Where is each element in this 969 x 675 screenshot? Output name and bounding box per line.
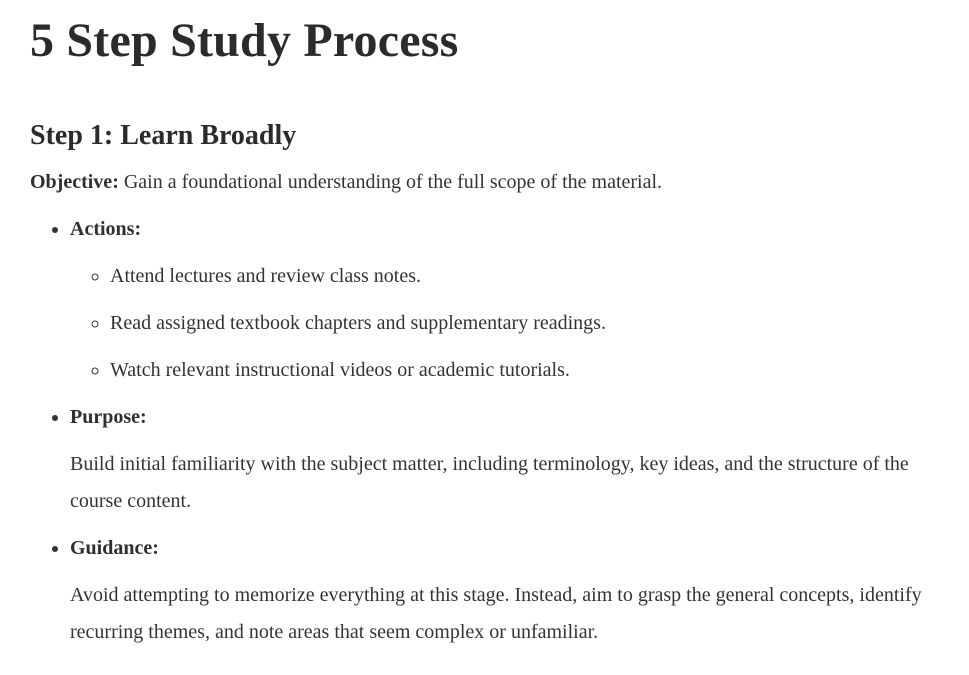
purpose-body: Build initial familiarity with the subject matter, including terminology, key ideas, and the structure of the course content. xyxy=(70,453,909,512)
section-heading: Step 1: Learn Broadly xyxy=(30,120,297,151)
list-item-guidance xyxy=(70,530,939,651)
objective-label: Objective: xyxy=(30,171,119,193)
actions-sub-item: ◦ Read assigned textbook chapters and supplementary readings. xyxy=(110,305,939,342)
objective-paragraph xyxy=(30,164,939,201)
guidance-body: Avoid attempting to memorize everything at this stage. Instead, aim to grasp the general concepts, identify recurring themes, and note areas that seem complex or unfamiliar. xyxy=(70,584,922,643)
study-step-bullet-list xyxy=(30,211,939,651)
actions-sub-list xyxy=(70,258,939,389)
actions-sub-item: ◦ Attend lectures and review class notes. xyxy=(110,258,939,295)
list-item-actions xyxy=(70,211,939,389)
actions-sub-item: ◦ Watch relevant instructional videos or academic tutorials. xyxy=(110,352,939,389)
actions-label: Actions: xyxy=(70,218,142,240)
objective-text: Gain a foundational understanding of the full scope of the material. xyxy=(123,171,663,193)
purpose-label: Purpose: xyxy=(70,406,147,428)
list-item-purpose xyxy=(70,399,939,520)
document-page xyxy=(0,12,969,675)
guidance-label: Guidance: xyxy=(70,537,159,559)
page-title: 5 Step Study Process xyxy=(30,14,459,67)
